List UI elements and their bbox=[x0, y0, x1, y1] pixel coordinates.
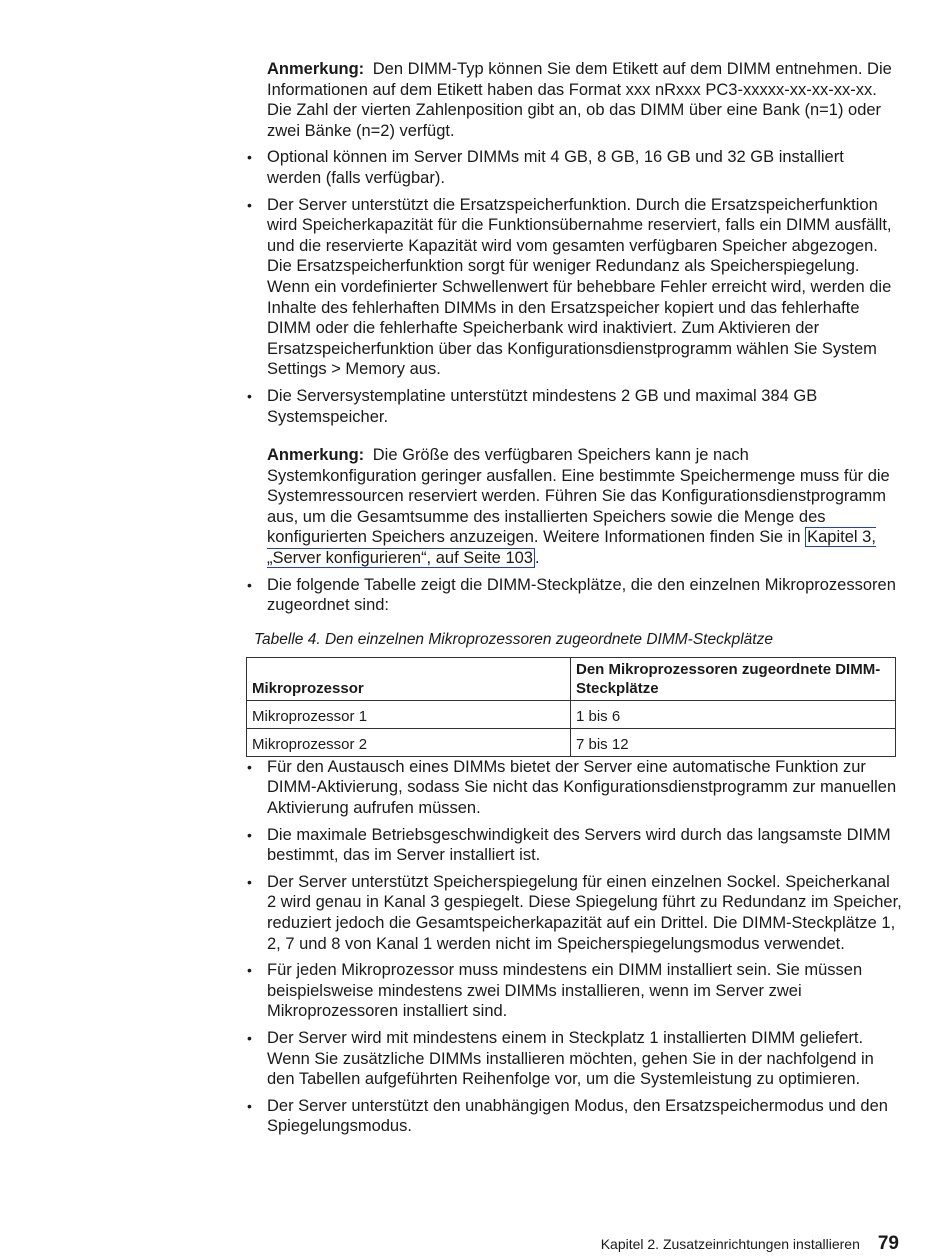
list-item: • Die maximale Betriebsgeschwindigkeit des Servers wird durch das langsamste DIMM bestimmt, das im Server installiert ist. bbox=[246, 825, 902, 866]
list-item: • Für den Austausch eines DIMMs bietet der Server eine automatische Funktion zur DIMM-Aktivierung, sodass Sie nicht das Konfigurationsdienstprogramm zur manuellen Aktivierung aufrufen müssen. bbox=[246, 757, 902, 819]
page-number: 79 bbox=[877, 1233, 899, 1254]
list-item: • Die folgende Tabelle zeigt die DIMM-Steckplätze, die den einzelnen Mikroprozessoren zugeordnet sind: bbox=[246, 575, 902, 616]
note-text: Die Größe des verfügbaren Speichers kann je nach Systemkonfiguration geringer ausfallen. Eine bestimmte Speichermenge muss für die Systemressourcen reserviert werden. Führen Sie das Konfigurationsdienstprogramm aus, um die Gesamtsumme des installierten Speichers sowie die Menge des konfigurierten Speichers anzuzeigen. Weitere Informationen finden Sie in bbox=[267, 446, 890, 547]
note-end: . bbox=[534, 549, 540, 568]
page-footer bbox=[601, 1233, 899, 1255]
list-item: • Der Server unterstützt die Ersatzspeicherfunktion. Durch die Ersatzspeicherfunktion wird Speicherkapazität für die Funktionsübernahme reserviert, falls ein DIMM ausfällt, und die reservierte Kapazität wird vom gesamten verfügbaren Speicher abgezogen. Die Ersatzspeicherfunktion sorgt für weniger Redundanz als Speicherspiegelung. Wenn ein vordefinierter Schwellenwert für behebbare Fehler erreicht wird, werden die Inhalte des fehlerhaften DIMMs in den Ersatzspeicher kopiert und das fehlerhafte DIMM oder die fehlerhafte Speicherbank wird inaktiviert. Zum Aktivieren der Ersatzspeicherfunktion über das Konfigurationsdienstprogramm wählen Sie System Settings > Memory aus. bbox=[246, 195, 902, 380]
table-header-cell: Mikroprozessor bbox=[247, 657, 571, 700]
note-label: Anmerkung: bbox=[267, 446, 365, 465]
table-header-cell: Den Mikroprozessoren zugeordnete DIMM-Steckplätze bbox=[571, 657, 896, 700]
table-row bbox=[247, 728, 896, 756]
list-item: • Der Server unterstützt den unabhängigen Modus, den Ersatzspeichermodus und den Spiegelungsmodus. bbox=[246, 1096, 902, 1137]
list-item: • Optional können im Server DIMMs mit 4 GB, 8 GB, 16 GB und 32 GB installiert werden (falls verfügbar). bbox=[246, 147, 902, 188]
table-row bbox=[247, 700, 896, 728]
table-caption: Tabelle 4. Den einzelnen Mikroprozessoren zugeordnete DIMM-Steckplätze bbox=[254, 630, 773, 648]
footer-chapter: Kapitel 2. Zusatzeinrichtungen installieren bbox=[600, 1236, 860, 1252]
bullet-list-bottom bbox=[246, 757, 902, 1137]
chapter-link[interactable]: Kapitel 3, „Server konfigurieren“, auf Seite 103 bbox=[267, 528, 876, 568]
list-item: • Der Server wird mit mindestens einem in Steckplatz 1 installierten DIMM geliefert. Wenn Sie zusätzliche DIMMs installieren möchten, gehen Sie in der nachfolgend in den Tabellen aufgeführten Reihenfolge vor, um die Systemleistung zu optimieren. bbox=[246, 1028, 902, 1090]
list-item: • Der Server unterstützt Speicherspiegelung für einen einzelnen Sockel. Speicherkanal 2 wird genau in Kanal 3 gespiegelt. Diese Spiegelung führt zu Redundanz im Speicher, reduziert jedoch die Gesamtspeicherkapazität auf ein Drittel. Die DIMM-Steckplätze 1, 2, 7 und 8 von Kanal 1 werden nicht im Speicherspiegelungsmodus verwendet. bbox=[246, 872, 902, 954]
note-text: Den DIMM-Typ können Sie dem Etikett auf dem DIMM entnehmen. Die Informationen auf dem Etikett haben das Format xxx nRxxx PC3-xxxxx-xx-xx-xx-xx. Die Zahl der vierten Zahlenposition gibt an, ob das DIMM über eine Bank (n=1) oder zwei Bänke (n=2) verfügt. bbox=[267, 60, 892, 140]
list-item bbox=[246, 386, 902, 569]
note-dimm-type bbox=[267, 59, 902, 141]
page-content bbox=[246, 59, 902, 1137]
list-item: • Für jeden Mikroprozessor muss mindestens ein DIMM installiert sein. Sie müssen beispielsweise mindestens zwei DIMMs installieren, wenn im Server zwei Mikroprozessoren installiert sind. bbox=[246, 960, 902, 1022]
bullet-list-top bbox=[246, 147, 902, 615]
table-cell: 1 bis 6 bbox=[571, 700, 896, 728]
list-item-text: Die Serversystemplatine unterstützt mindestens 2 GB und maximal 384 GB Systemspeicher. bbox=[267, 386, 818, 426]
table-cell: Mikroprozessor 2 bbox=[247, 728, 571, 756]
table-header-row bbox=[247, 657, 896, 700]
note-memory-size bbox=[267, 445, 902, 569]
table-cell: 7 bis 12 bbox=[571, 728, 896, 756]
dimm-slot-table bbox=[246, 657, 896, 757]
note-label: Anmerkung: bbox=[267, 60, 365, 78]
table-cell: Mikroprozessor 1 bbox=[247, 700, 571, 728]
